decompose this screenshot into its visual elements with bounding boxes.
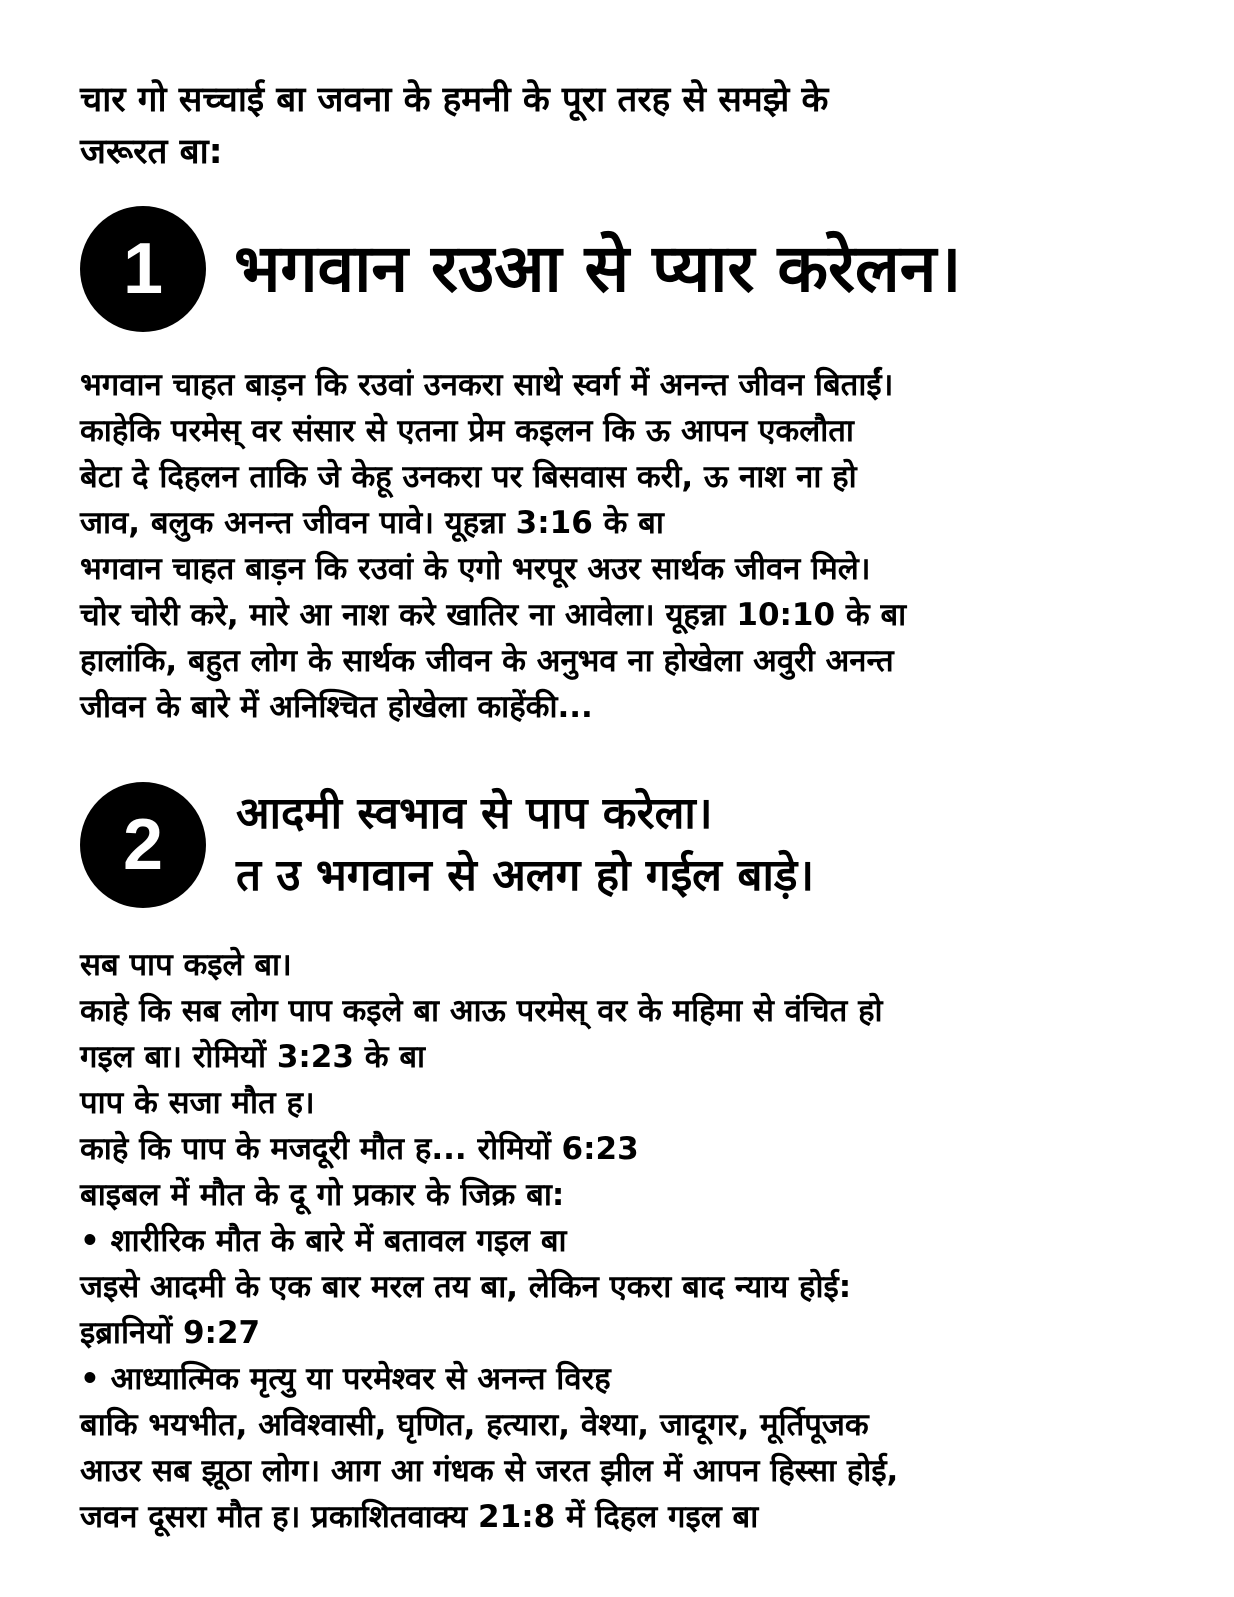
body-line: भगवान चाहत बाड़न कि रउवां के एगो भरपूर अउर सार्थक जीवन मिले। [80, 551, 871, 587]
section-2-heading [236, 783, 814, 907]
body-line: इब्रानियों 9:27 [80, 1315, 261, 1351]
section-2-body [80, 942, 1154, 1540]
intro-line: चार गो सच्चाई बा जवना के हमनी के पूरा तरह से समझे के [80, 80, 829, 120]
number-1-badge: 1 [80, 206, 206, 332]
body-line: आउर सब झूठा लोग। आग आ गंधक से जरत झील में आपन हिस्सा होई, [80, 1453, 899, 1489]
bullet-line: • आध्यात्मिक मृत्यु या परमेश्वर से अनन्त विरह [80, 1361, 611, 1397]
bullet-line: • शारीरिक मौत के बारे में बतावल गइल बा [80, 1223, 567, 1259]
body-line: भगवान चाहत बाड़न कि रउवां उनकरा साथे स्वर्ग में अनन्त जीवन बिताईं। [80, 367, 894, 403]
body-line: गइल बा। रोमियों 3:23 के बा [80, 1039, 426, 1075]
section-1-body [80, 362, 1154, 730]
body-line: काहेकि परमेस् वर संसार से एतना प्रेम कइलन कि ऊ आपन एकलौता [80, 413, 854, 449]
section-2-header [80, 782, 1154, 908]
body-line: पाप के सजा मौत ह। [80, 1085, 315, 1121]
body-line: जीवन के बारे में अनिश्चित होखेला काहेंकी... [80, 689, 593, 725]
heading-line: आदमी स्वभाव से पाप करेला। [236, 788, 713, 839]
section-1-heading: भगवान रउआ से प्यार करेलन। [234, 230, 962, 307]
body-line: हालांकि, बहुत लोग के सार्थक जीवन के अनुभव ना होखेला अवुरी अनन्त [80, 643, 894, 679]
body-line: जाव, बलुक अनन्त जीवन पावे। यूहन्ना 3:16 के बा [80, 505, 664, 541]
body-line: बाकि भयभीत, अविश्वासी, घृणित, हत्यारा, वेश्या, जादूगर, मूर्तिपूजक [80, 1407, 869, 1443]
section-1-header [80, 206, 1154, 332]
body-line: काहे कि पाप के मजदूरी मौत ह... रोमियों 6:23 [80, 1131, 639, 1167]
body-line: चोर चोरी करे, मारे आ नाश करे खातिर ना आवेला। यूहन्ना 10:10 के बा [80, 597, 907, 633]
body-line: बाइबल में मौत के दू गो प्रकार के जिक्र बा: [80, 1177, 565, 1213]
number-2-badge: 2 [80, 782, 206, 908]
intro-paragraph [80, 74, 1060, 178]
body-line: सब पाप कइले बा। [80, 947, 292, 983]
body-line: काहे कि सब लोग पाप कइले बा आऊ परमेस् वर के महिमा से वंचित हो [80, 993, 883, 1029]
heading-line: त उ भगवान से अलग हो गईल बाड़े। [236, 850, 815, 901]
intro-line: जरूरत बा: [80, 132, 223, 172]
body-line: जइसे आदमी के एक बार मरल तय बा, लेकिन एकरा बाद न्याय होई: [80, 1269, 852, 1305]
body-line: बेटा दे दिहलन ताकि जे केहू उनकरा पर बिसवास करी, ऊ नाश ना हो [80, 459, 857, 495]
body-line: जवन दूसरा मौत ह। प्रकाशितवाक्य 21:8 में दिहल गइल बा [80, 1499, 759, 1535]
